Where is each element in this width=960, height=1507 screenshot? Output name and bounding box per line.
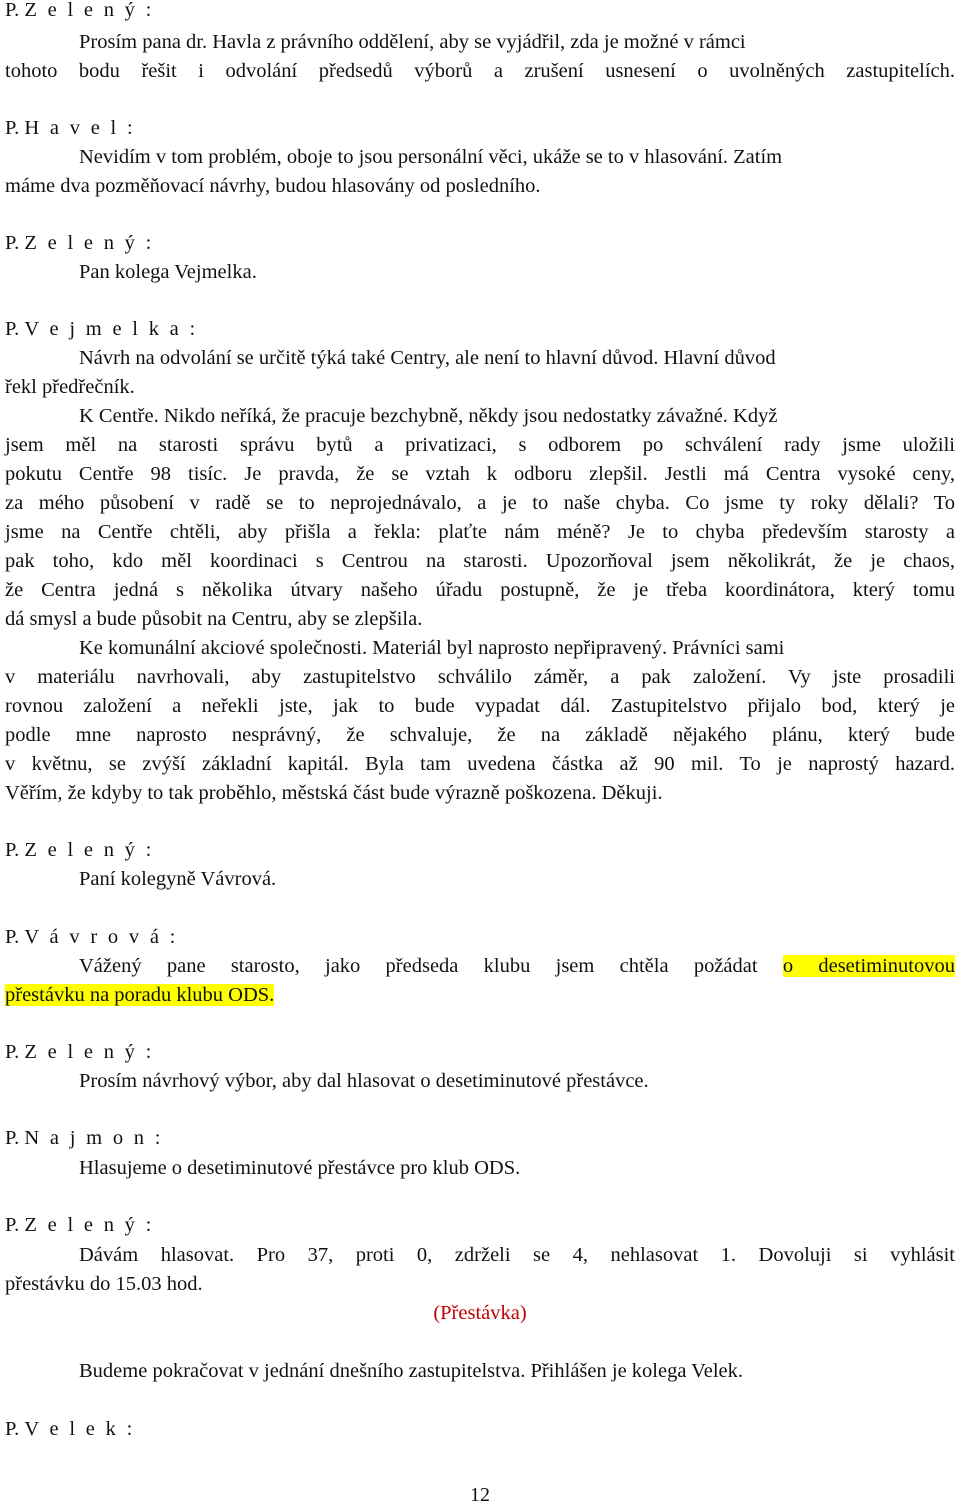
paragraph-line: tohoto bodu řešit i odvolání předsedů výborů a zrušení usnesení o uvolněných zastupitelích. (5, 60, 955, 82)
paragraph-line: máme dva pozměňovací návrhy, budou hlasovány od posledního. (5, 175, 541, 197)
speaker-name: Z e l e n ý : (24, 1214, 155, 1236)
highlighted-text: o desetiminutovou (782, 955, 955, 977)
paragraph-line: pokutu Centře 98 tisíc. Je pravda, že se vztah k odboru zlepšil. Jestli má Centra vysoké ceny, (5, 463, 955, 485)
page-number: 12 (470, 1484, 490, 1506)
text-run: Vážený pane starosto, jako předseda klubu jsem chtěla požádat (79, 955, 758, 977)
speaker-heading (5, 231, 154, 255)
speaker-prefix: P. (5, 1127, 20, 1149)
paragraph-line: Hlasujeme o desetiminutové přestávce pro klub ODS. (79, 1157, 521, 1179)
paragraph-line: Budeme pokračovat v jednání dnešního zastupitelstva. Přihlášen je kolega Velek. (79, 1360, 743, 1382)
speaker-heading (5, 838, 154, 862)
paragraph-line: jsem měl na starosti správu bytů a privatizaci, s odborem po schválení rady jsme uložili (5, 434, 955, 456)
speaker-prefix: P. (5, 839, 20, 861)
speaker-prefix: P. (5, 232, 20, 254)
break-note: (Přestávka) (433, 1302, 527, 1324)
paragraph-line: Prosím pana dr. Havla z právního oddělení, aby se vyjádřil, zda je možné v rámci (79, 31, 746, 53)
speaker-prefix: P. (5, 1214, 20, 1236)
paragraph-line: Dávám hlasovat. Pro 37, proti 0, zdrželi se 4, nehlasovat 1. Dovoluji si vyhlásit (79, 1244, 955, 1266)
speaker-heading (5, 0, 154, 22)
speaker-heading (5, 1126, 163, 1150)
speaker-prefix: P. (5, 117, 20, 139)
paragraph-line (5, 983, 274, 1007)
speaker-heading (5, 1213, 154, 1237)
paragraph-line: v květnu, se zvýší základní kapitál. Byla tam uvedena částka až 90 mil. To je naprostý hazard. (5, 753, 955, 775)
speaker-name: V e j m e l k a : (24, 318, 199, 340)
paragraph-line: že Centra jedná s několika útvary našeho úřadu postupně, že je třeba koordinátora, který tomu (5, 579, 955, 601)
paragraph-line: Ke komunální akciové společnosti. Materiál byl naprosto nepřipravený. Právníci sami (79, 637, 785, 659)
paragraph-line: přestávku do 15.03 hod. (5, 1273, 203, 1295)
paragraph-line: dá smysl a bude působit na Centru, aby se zlepšila. (5, 608, 423, 630)
speaker-name: Z e l e n ý : (24, 0, 155, 21)
speaker-prefix: P. (5, 926, 20, 948)
speaker-name: Z e l e n ý : (24, 232, 155, 254)
speaker-heading (5, 925, 178, 949)
paragraph-line: Paní kolegyně Vávrová. (79, 868, 277, 890)
speaker-name: Z e l e n ý : (24, 1041, 155, 1063)
paragraph-line: Návrh na odvolání se určitě týká také Centry, ale není to hlavní důvod. Hlavní důvod (79, 347, 776, 369)
speaker-heading (5, 1417, 135, 1441)
speaker-name: V á v r o v á : (24, 926, 179, 948)
speaker-heading (5, 1040, 154, 1064)
speaker-heading (5, 116, 135, 140)
paragraph-line: v materiálu navrhovali, aby zastupitelstvo schválilo záměr, a pak založení. Vy jste prosadili (5, 666, 955, 688)
paragraph-line: Prosím návrhový výbor, aby dal hlasovat o desetiminutové přestávce. (79, 1070, 649, 1092)
paragraph-line: za mého působení v radě se to neprojednávalo, a je to naše chyba. Co jsme ty roky dělali? To (5, 492, 955, 514)
paragraph-line: Nevidím v tom problém, oboje to jsou personální věci, ukáže se to v hlasování. Zatím (79, 146, 783, 168)
highlighted-text: přestávku na poradu klubu ODS. (5, 984, 275, 1006)
speaker-prefix: P. (5, 1418, 20, 1440)
paragraph-line: K Centře. Nikdo neříká, že pracuje bezchybně, někdy jsou nedostatky závažné. Když (79, 405, 778, 427)
paragraph-line: Pan kolega Vejmelka. (79, 261, 257, 283)
speaker-name: Z e l e n ý : (24, 839, 155, 861)
speaker-prefix: P. (5, 0, 20, 21)
paragraph-line: jsme na Centře chtěli, aby přišla a řekla: plaťte nám méně? Je to chyba především starosty a (5, 521, 955, 543)
speaker-name: V e l e k : (24, 1418, 136, 1440)
speaker-prefix: P. (5, 1041, 20, 1063)
speaker-heading (5, 317, 198, 341)
paragraph-line: Věřím, že kdyby to tak proběhlo, městská část bude výrazně poškozena. Děkuji. (5, 782, 663, 804)
speaker-prefix: P. (5, 318, 20, 340)
paragraph-line: pak toho, kdo měl koordinaci s Centrou na starosti. Upozorňoval jsem několikrát, že je chaos, (5, 550, 955, 572)
paragraph-line: podle mne naprosto nesprávný, že schvaluje, že na základě nějakého plánu, který bude (5, 724, 955, 746)
speaker-name: H a v e l : (24, 117, 136, 139)
paragraph-line: řekl předřečník. (5, 376, 135, 398)
speaker-name: N a j m o n : (24, 1127, 164, 1149)
paragraph-line: rovnou založení a neřekli jste, jak to bude vypadat dál. Zastupitelstvo přijalo bod, který je (5, 695, 955, 717)
paragraph-line (79, 954, 955, 978)
